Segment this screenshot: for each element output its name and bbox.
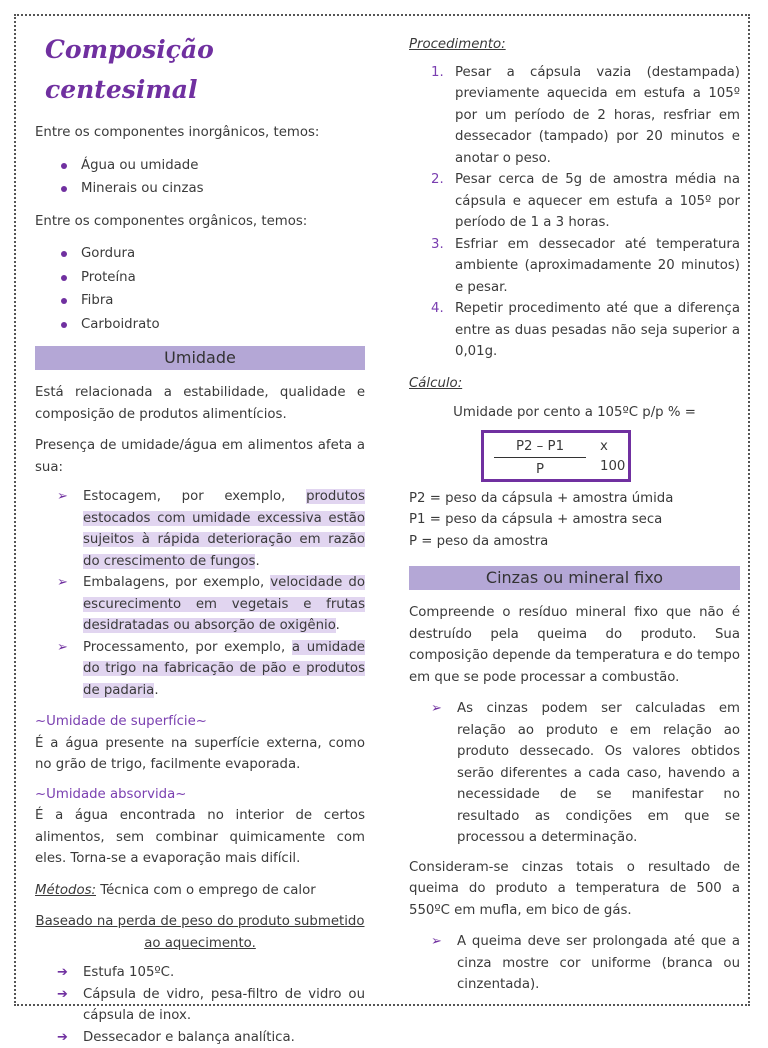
list-item: 2. Pesar cerca de 5g de amostra média na cápsula e aquecer em estufa a 105º por período de 1 a 3 horas. [431,169,740,234]
list-item: 4. Repetir procedimento até que a diferença entre as duas pesadas não seja superior a 0,01g. [431,298,740,363]
cinzas-bullets-2 [409,931,740,996]
list-item: ➔ Estufa 105ºC. [57,962,365,984]
organic-list [35,242,365,336]
formula-denominator: P [494,460,586,480]
procedure-label: Procedimento: [409,34,740,56]
list-item: 3. Esfriar em dessecador até temperatura ambiente (aproximadamente 20 minutos) e pesar. [431,234,740,299]
umidade-paragraph-1: Está relacionada a estabilidade, qualidade e composição de produtos alimentícios. [35,382,365,425]
right-arrow-icon: ➔ [57,1027,68,1048]
umidade-paragraph-2: Presença de umidade/água em alimentos afeta a sua: [35,435,365,478]
list-item: ➔ Dessecador e balança analítica. [57,1027,365,1048]
definition-p: P = peso da amostra [409,531,740,553]
arrow-bullet-icon: ➢ [57,572,68,594]
highlight: velocidade do escurecimento em vegetais e frutas desidratadas ou absorção de oxigênio [83,575,365,633]
cinzas-paragraph-1: Compreende o resíduo mineral fixo que não é destruído pela queima do produto. Sua composição depende da temperatura e do tempo em que se pode processar a combustão. [409,602,740,688]
methods-text: Técnica com o emprego de calor [96,883,316,898]
right-column [409,34,740,996]
cinzas-bullets-1 [409,698,740,849]
arrow-bullet-icon: ➢ [431,931,442,953]
methods-line [35,880,365,902]
surface-moisture-text: É a água presente na superfície externa, como no grão de trigo, facilmente evaporada. [35,733,365,776]
left-column [35,30,365,1048]
list-item: ➢ Processamento, por exemplo, a umidade do trigo na fabricação de pão e produtos de padaria. [57,637,365,702]
inorganic-list [35,154,365,201]
highlight: produtos estocados com umidade excessiva estão sujeitos à rápida deterioração em razão do crescimento de fungos [83,489,365,569]
list-item: Gordura [59,242,365,266]
inorganic-intro: Entre os componentes inorgânicos, temos: [35,122,365,144]
arrow-bullet-icon: ➢ [431,698,442,720]
procedure-steps [409,62,740,363]
methods-label: Métodos: [35,883,96,898]
definition-p1: P1 = peso da cápsula + amostra seca [409,509,740,531]
list-item: ➢ Embalagens, por exemplo, velocidade do escurecimento em vegetais e frutas desidratadas ou absorção de oxigênio. [57,572,365,637]
calc-label: Cálculo: [409,373,740,395]
surface-moisture-title: ~Umidade de superfície~ [35,711,365,733]
list-item: Proteína [59,266,365,290]
list-item: ➢ A queima deve ser prolongada até que a cinza mostre cor uniforme (branca ou cinzentada). [431,931,740,996]
list-item: ➢ Estocagem, por exemplo, produtos estocados com umidade excessiva estão sujeitos à rápida deterioração em razão do crescimento de fungos. [57,486,365,572]
formula-title: Umidade por cento a 105ºC p/p % = [409,402,740,424]
formula-numerator: P2 – P1 [494,437,586,458]
list-item: Água ou umidade [59,154,365,178]
definition-p2: P2 = peso da cápsula + amostra úmida [409,488,740,510]
list-item: 1. Pesar a cápsula vazia (destampada) previamente aquecida em estufa a 105º por um período de 2 horas, resfriar em dessecador (tampado) por 20 minutos e anotar o peso. [431,62,740,170]
cinzas-paragraph-2: Consideram-se cinzas totais o resultado de queima do produto a temperatura de 500 a 550ºC em mufla, em bico de gás. [409,857,740,922]
arrow-bullet-icon: ➢ [57,637,68,659]
materials-list [35,962,365,1048]
list-item: ➔ Cápsula de vidro, pesa-filtro de vidro ou cápsula de inox. [57,984,365,1027]
right-arrow-icon: ➔ [57,962,68,984]
list-item: Carboidrato [59,313,365,337]
right-arrow-icon: ➔ [57,984,68,1006]
list-item: ➢ As cinzas podem ser calculadas em relação ao produto e em relação ao produto dessecado. Os valores obtidos serão diferentes a cada caso, havendo a necessidade de se manifestar no resultado as condições em que se processou a determinação. [431,698,740,849]
cinzas-section-header: Cinzas ou mineral fixo [409,566,740,590]
umidade-section-header: Umidade [35,346,365,370]
list-item: Minerais ou cinzas [59,177,365,201]
absorbed-moisture-text: É a água encontrada no interior de certos alimentos, sem combinar quimicamente com eles. Torna-se a evaporação mais difícil. [35,805,365,870]
list-item: Fibra [59,289,365,313]
formula-factor: x 100 [600,437,628,477]
formula-box [481,430,631,482]
highlight: a umidade do trigo na fabricação de pão e produtos de padaria [83,640,365,698]
methods-subtitle: Baseado na perda de peso do produto submetido ao aquecimento. [35,911,365,954]
organic-intro: Entre os componentes orgânicos, temos: [35,211,365,233]
arrow-bullet-icon: ➢ [57,486,68,508]
page-title: Composição centesimal [45,30,365,110]
absorbed-moisture-title: ~Umidade absorvida~ [35,784,365,806]
effects-list [35,486,365,701]
